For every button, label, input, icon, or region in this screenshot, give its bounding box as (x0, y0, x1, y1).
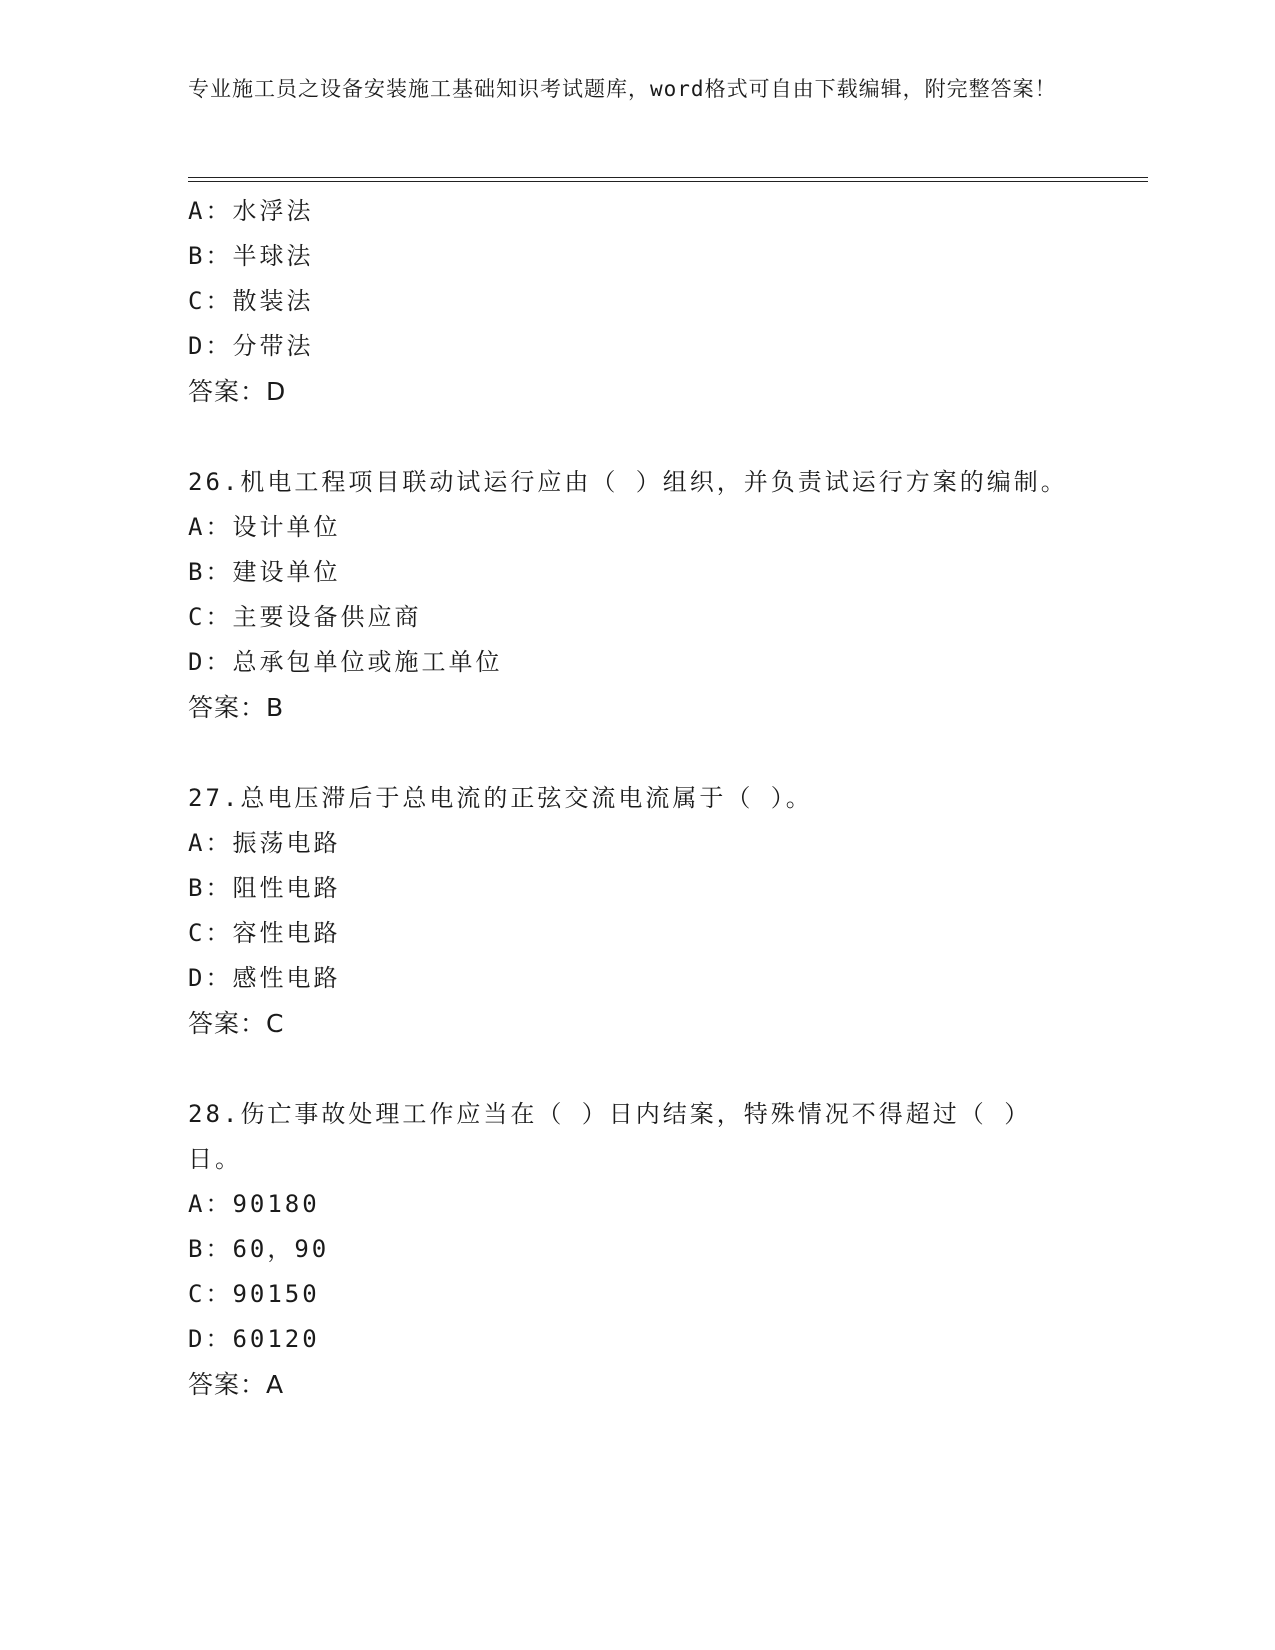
option-b: B：半球法 (188, 242, 314, 270)
question-list (188, 189, 1088, 1407)
document-header: 专业施工员之设备安装施工基础知识考试题库，word格式可自由下载编辑，附完整答案！ (188, 77, 1057, 101)
answer-line: 答案：A (188, 1370, 285, 1399)
question-26 (188, 460, 1088, 730)
question-25-continuation (188, 189, 1088, 414)
option-c: C：90150 (188, 1280, 320, 1308)
answer-line: 答案：C (188, 1009, 285, 1038)
option-b: B：阻性电路 (188, 874, 341, 902)
header-divider (188, 177, 1148, 182)
option-d: D：60120 (188, 1325, 320, 1353)
option-d: D：分带法 (188, 332, 314, 360)
option-a: A：设计单位 (188, 513, 341, 541)
option-c: C：主要设备供应商 (188, 603, 422, 631)
question-27 (188, 776, 1088, 1046)
option-d: D：感性电路 (188, 964, 341, 992)
question-28 (188, 1092, 1088, 1407)
question-stem: 26.机电工程项目联动试运行应由（ ）组织，并负责试运行方案的编制。 (188, 468, 1068, 496)
option-b: B：60，90 (188, 1235, 330, 1263)
option-c: C：散装法 (188, 287, 314, 315)
option-c: C：容性电路 (188, 919, 341, 947)
option-a: A：水浮法 (188, 197, 314, 225)
option-b: B：建设单位 (188, 558, 341, 586)
option-a: A：90180 (188, 1190, 320, 1218)
question-stem: 27.总电压滞后于总电流的正弦交流电流属于（ ）。 (188, 784, 813, 812)
answer-line: 答案：B (188, 693, 285, 722)
answer-line: 答案：D (188, 377, 287, 406)
question-stem: 28.伤亡事故处理工作应当在（ ）日内结案，特殊情况不得超过（ ）日。 (188, 1100, 1032, 1173)
option-d: D：总承包单位或施工单位 (188, 648, 503, 676)
option-a: A：振荡电路 (188, 829, 341, 857)
